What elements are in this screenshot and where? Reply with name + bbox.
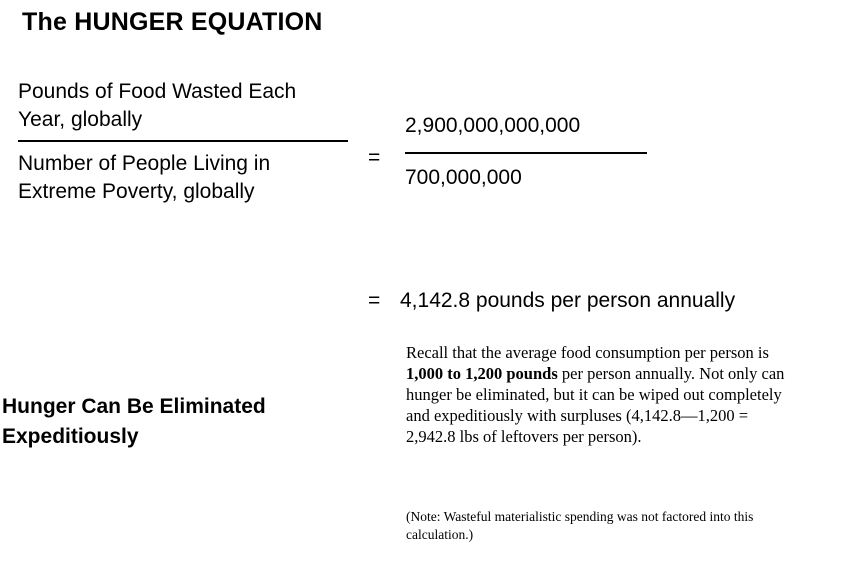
equation-right-fraction — [405, 112, 647, 192]
page-title: The HUNGER EQUATION — [22, 8, 323, 36]
equation-left-fraction — [18, 78, 348, 206]
equation-result — [368, 288, 735, 314]
body-paragraph — [406, 342, 798, 447]
denominator-value: 700,000,000 — [405, 166, 522, 189]
fraction-denominator-label: Number of People Living in Extreme Poverty, globally — [18, 152, 271, 203]
fraction-numerator-label: Pounds of Food Wasted Each Year, globally — [18, 80, 297, 131]
numerator-value: 2,900,000,000,000 — [405, 114, 581, 137]
result-value: 4,142.8 pounds per person annually — [400, 289, 736, 312]
footnote: (Note: Wasteful materialistic spending was not factored into this calculation.) — [406, 509, 754, 542]
conclusion-heading: Hunger Can Be Eliminated Expeditiously — [2, 395, 266, 448]
equals-sign-primary: = — [368, 146, 381, 169]
body-paragraph-lead: Recall that the average food consumption per person is — [406, 343, 769, 362]
equals-sign-result: = — [368, 289, 381, 312]
body-paragraph-tail: per person annually. Not only can hunger be eliminated, but it can be wiped out completely and expeditiously with surpluses (4,142.8—1,200 = 2,942.8 lbs of leftovers per person). — [406, 364, 785, 446]
body-paragraph-emphasis: 1,000 to 1,200 pounds — [406, 364, 558, 383]
